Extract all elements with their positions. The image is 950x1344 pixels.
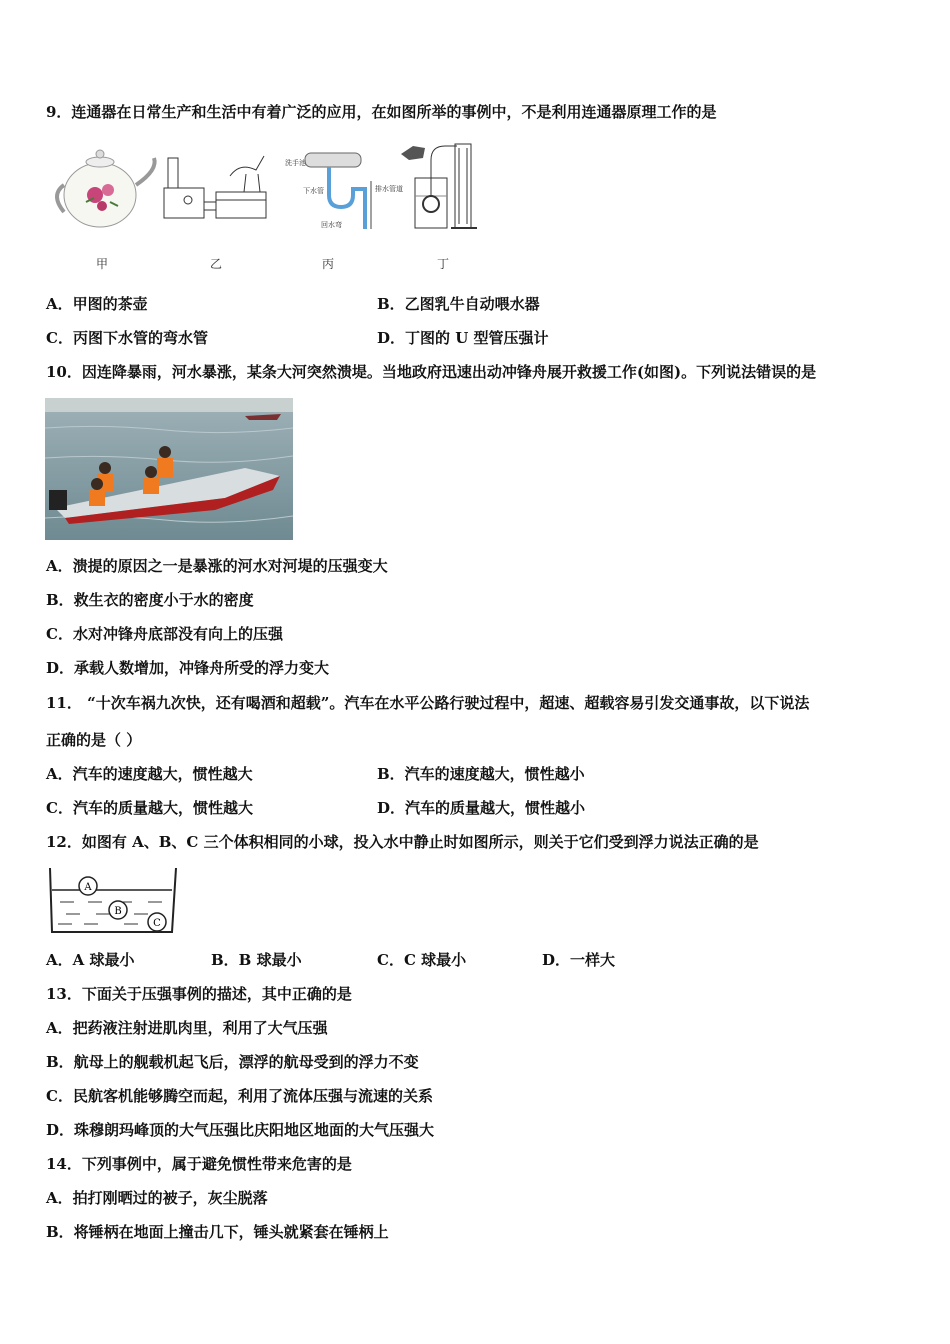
q12-option-d: D．一样大	[542, 951, 616, 969]
q10-option-c: C．水对冲锋舟底部没有向上的压强	[46, 625, 283, 643]
q10-option-d: D．承载人数增加，冲锋舟所受的浮力变大	[46, 659, 330, 677]
q11-option-b: B．汽车的速度越大，惯性越小	[377, 765, 585, 783]
pipe-label: 排水管道	[375, 185, 403, 193]
q13-stem: 13．下面关于压强事例的描述，其中正确的是	[46, 985, 352, 1003]
q11-stem-line1: 11． “十次车祸九次快，还有喝酒和超载”。汽车在水平公路行驶过程中，超速、超载容易引发交通事故，以下说法	[46, 694, 810, 712]
drain-label: 下水管	[303, 187, 324, 195]
q12-option-a: A．A 球最小	[46, 951, 135, 969]
ball-b-label: B	[114, 906, 122, 917]
q9-option-b: B．乙图乳牛自动喂水器	[377, 295, 540, 313]
q11-option-d: D．汽车的质量越大，惯性越小	[377, 799, 586, 817]
trap-label: 回水弯	[321, 221, 342, 229]
q11-stem-line2: 正确的是（ ）	[46, 731, 142, 749]
q13-option-b: B．航母上的舰载机起飞后，漂浮的航母受到的浮力不变	[46, 1053, 419, 1071]
q14-stem: 14．下列事例中，属于避免惯性带来危害的是	[46, 1155, 352, 1173]
ball-c-label: C	[153, 918, 161, 929]
caption-bing: 丙	[322, 257, 335, 271]
teapot-figure	[50, 140, 160, 235]
rescue-boat-photo	[45, 398, 293, 540]
q13-option-a: A．把药液注射进肌肉里，利用了大气压强	[46, 1019, 328, 1037]
q14-option-a: A．拍打刚晒过的被子，灰尘脱落	[46, 1189, 268, 1207]
q10-stem: 10．因连降暴雨，河水暴涨，某条大河突然溃堤。当地政府迅速出动冲锋舟展开救援工作(如图)。下列说法错误的是	[46, 363, 817, 381]
ball-a-label: A	[84, 882, 92, 893]
sink-label: 洗手池	[285, 159, 306, 167]
q12-option-b: B．B 球最小	[211, 951, 302, 969]
u-tube-gauge-figure	[395, 138, 495, 233]
q9-stem: 9．连通器在日常生产和生活中有着广泛的应用，在如图所举的事例中，不是利用连通器原理工作的是	[46, 103, 717, 121]
q9-option-a: A．甲图的茶壶	[46, 295, 148, 313]
q9-option-d: D．丁图的 U 型管压强计	[377, 329, 549, 347]
q9-option-c: C．丙图下水管的弯水管	[46, 329, 208, 347]
caption-yi: 乙	[210, 257, 223, 271]
caption-ding: 丁	[437, 257, 450, 271]
q11-option-c: C．汽车的质量越大，惯性越大	[46, 799, 253, 817]
q10-option-b: B．救生衣的密度小于水的密度	[46, 591, 254, 609]
sink-drain-figure	[285, 145, 403, 235]
q13-option-d: D．珠穆朗玛峰顶的大气压强比庆阳地区地面的大气压强大	[46, 1121, 435, 1139]
q10-option-a: A．溃提的原因之一是暴涨的河水对河堤的压强变大	[46, 557, 388, 575]
q13-option-c: C．民航客机能够腾空而起，利用了流体压强与流速的关系	[46, 1087, 433, 1105]
q12-option-c: C．C 球最小	[377, 951, 467, 969]
q12-stem: 12．如图有 A、B、C 三个体积相同的小球，投入水中静止时如图所示，则关于它们受到浮力说法正确的是	[46, 833, 759, 851]
q14-option-b: B．将锤柄在地面上撞击几下，锤头就紧套在锤柄上	[46, 1223, 389, 1241]
caption-jia: 甲	[96, 257, 109, 271]
cow-waterer-figure	[160, 140, 270, 235]
three-balls-figure	[48, 866, 180, 938]
q11-option-a: A．汽车的速度越大，惯性越大	[46, 765, 253, 783]
